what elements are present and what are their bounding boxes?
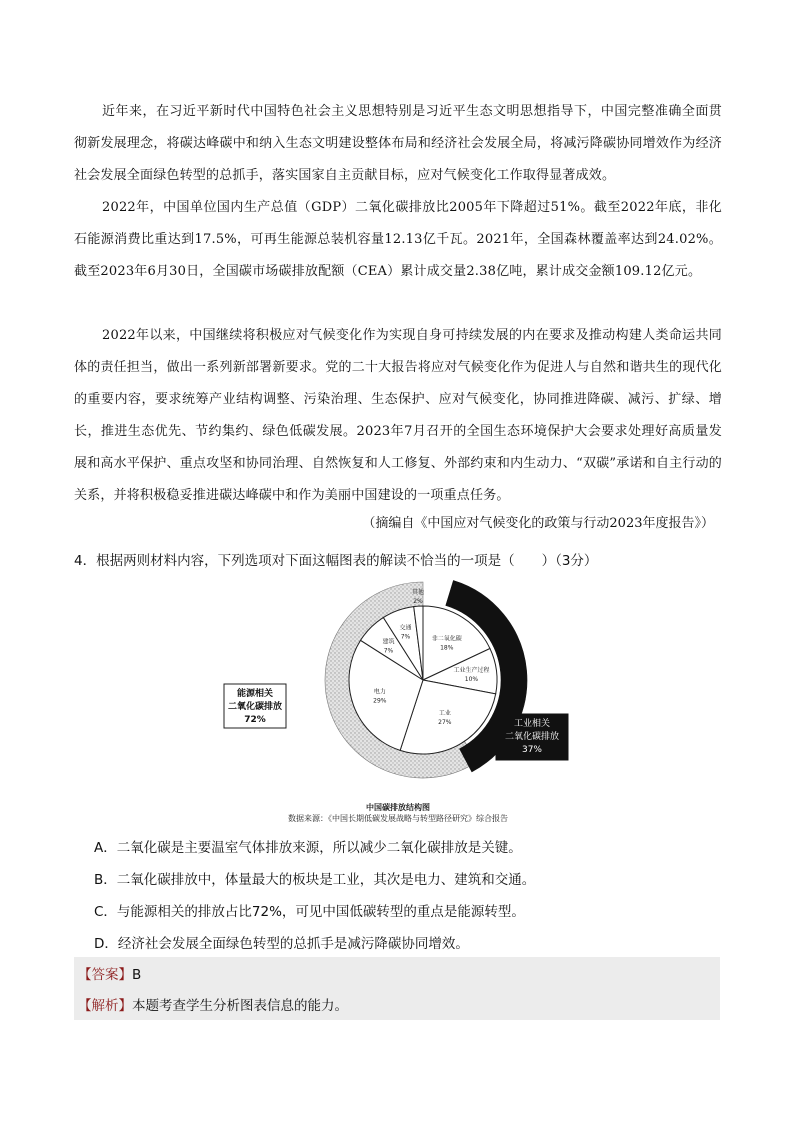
slice-value-industrial-process: 10% — [464, 675, 479, 683]
passage-paragraph-3: 2022年以来，中国继续将积极应对气候变化作为实现自身可持续发展的内在要求及推动构建人类命运共同体的责任担当，做出一系列新部署新要求。党的二十大报告将应对气候变化作为促进人与自然和谐共生的现代化的重要内容，要求统筹产业结构调整、污染治理、生态保护、应对气候变化，协同推进降碳、减污、扩绿、增长，推进生态优先、节约集约、绿色低碳发展。2023年7月召开的全国生态环境保护大会要求处理好高质量发展和高水平保护、重点攻坚和协同治理、自然恢复和人工修复、外部约束和内生动力、“双碳”承诺和自主行动的关系，并将积极稳妥推进碳达峰碳中和作为美丽中国建设的一项重点任务。 — [74, 328, 722, 503]
slice-value-power: 29% — [373, 697, 387, 705]
industry-label-line-3: 37% — [521, 745, 543, 755]
question-stem: 4．根据两则材料内容，下列选项对下面这幅图表的解读不恰当的一项是（ ）（3分） — [74, 553, 598, 569]
answer-value: B — [132, 967, 142, 983]
option-d: D．经济社会发展全面绿色转型的总抓手是减污降碳协同增效。 — [94, 936, 469, 952]
answer-label: 【答案】 — [78, 967, 132, 983]
energy-label-line-2: 二氧化碳排放 — [227, 702, 283, 712]
analysis-text: 本题考查学生分析图表信息的能力。 — [132, 998, 348, 1014]
option-c: C．与能源相关的排放占比72%，可见中国低碳转型的重点是能源转型。 — [94, 904, 525, 920]
slice-label-non-co2: 非二氧化碳 — [431, 635, 462, 643]
slice-label-building: 建筑 — [382, 638, 395, 646]
passage-paragraph-2: 2022年，中国单位国内生产总值（GDP）二氧化碳排放比2005年下降超过51%。截至2022年底，非化石能源消费比重达到17.5%，可再生能源总装机容量12.13亿千瓦。2021年，全国森林覆盖率达到24.02%。截至2023年6月30日，全国碳市场碳排放配额（CEA）累计成交量2.38亿吨，累计成交金额109.12亿元。 — [74, 200, 722, 279]
slice-label-industrial-process: 工业生产过程 — [453, 666, 490, 674]
chart-svg — [74, 580, 722, 802]
slice-value-other: 2% — [413, 598, 423, 606]
slice-label-transport: 交通 — [399, 624, 412, 632]
answer-line — [78, 963, 141, 983]
slice-label-power: 电力 — [373, 688, 386, 696]
option-b: B．二氧化碳排放中，体量最大的板块是工业，其次是电力、建筑和交通。 — [94, 872, 536, 888]
passage-source: （摘编自《中国应对气候变化的政策与行动2023年度报告》） — [362, 516, 714, 531]
chart-title: 中国碳排放结构图 — [366, 803, 430, 812]
analysis-line — [78, 994, 348, 1014]
option-a: A．二氧化碳是主要温室气体排放来源，所以减少二氧化碳排放是关键。 — [94, 840, 522, 856]
slice-value-non-co2: 18% — [440, 644, 454, 652]
industry-label-line-2: 二氧化碳排放 — [504, 732, 560, 742]
slice-value-industry: 27% — [438, 718, 452, 726]
slice-label-other: 其他 — [411, 589, 424, 597]
passage-paragraph-1: 近年来，在习近平新时代中国特色社会主义思想特别是习近平生态文明思想指导下，中国完整准确全面贯彻新发展理念，将碳达峰碳中和纳入生态文明建设整体布局和经济社会发展全局，将减污降碳协同增效作为经济社会发展全面绿色转型的总抓手，落实国家自主贡献目标，应对气候变化工作取得显著成效。 — [74, 104, 722, 183]
slice-value-transport: 7% — [400, 633, 411, 641]
industry-label-line-1: 工业相关 — [513, 719, 551, 729]
slice-label-industry: 工业 — [438, 709, 451, 717]
analysis-label: 【解析】 — [78, 998, 132, 1014]
energy-label-line-3: 72% — [244, 715, 266, 725]
carbon-emission-chart — [74, 580, 722, 830]
chart-subtitle: 数据来源：《中国长期低碳发展战略与转型路径研究》综合报告 — [288, 814, 508, 823]
slice-value-building: 7% — [383, 647, 394, 655]
energy-label-line-1: 能源相关 — [236, 689, 274, 699]
